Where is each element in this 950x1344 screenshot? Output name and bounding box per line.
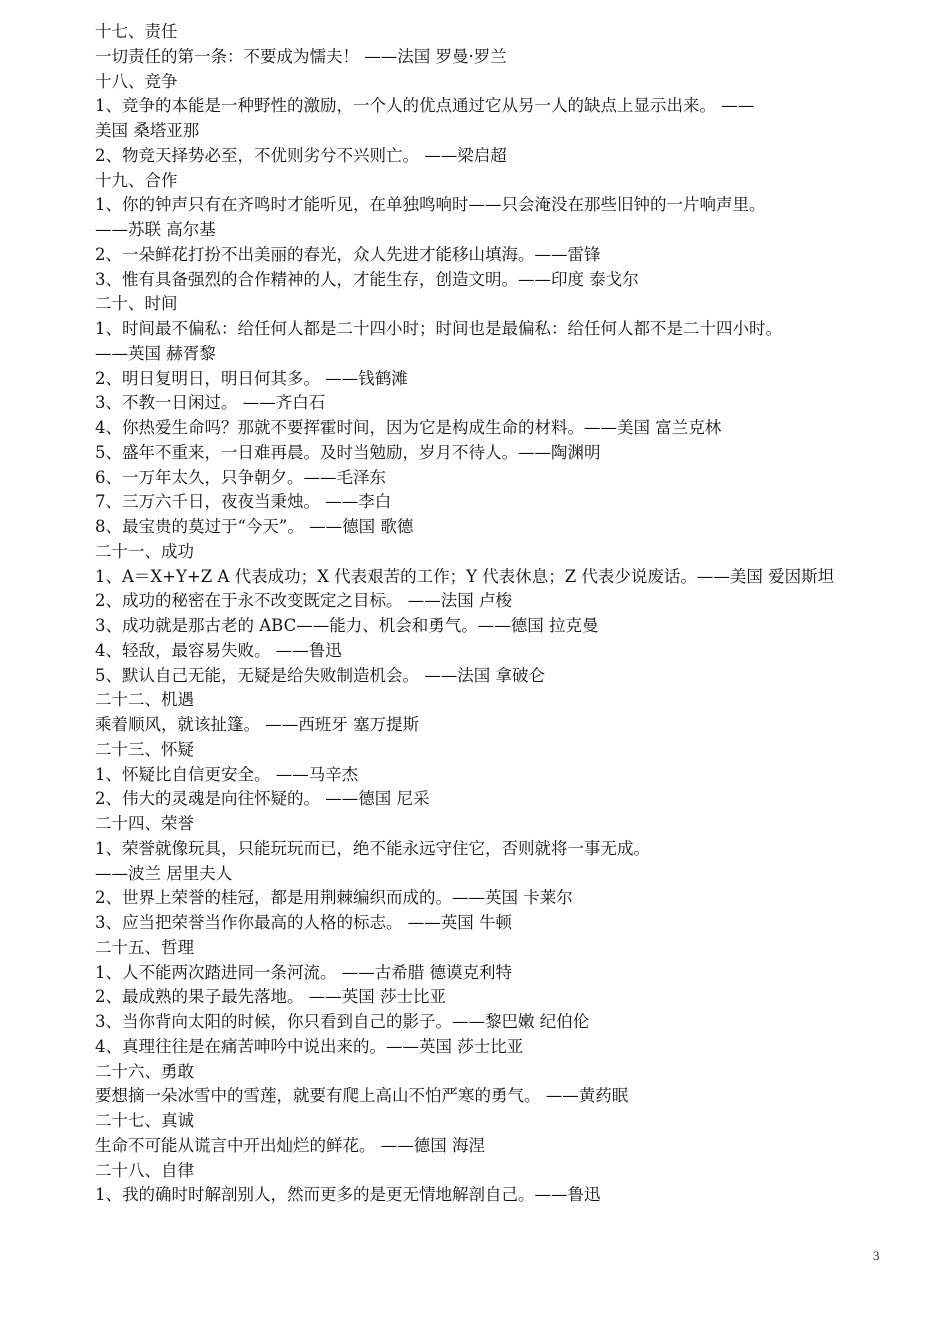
quote-line: 2、明日复明日，明日何其多。 ——钱鹤滩 [95,368,408,388]
quote-line: 3、应当把荣誉当作你最高的人格的标志。 ——英国 牛顿 [95,913,512,932]
section-heading-cooperation: 十九、合作 [95,170,178,190]
quote-line: 2、一朵鲜花打扮不出美丽的春光，众人先进才能移山填海。——雷锋 [95,244,601,264]
quote-line: 4、真理往往是在痛苦呻吟中说出来的。——英国 莎士比亚 [95,1036,524,1056]
section-heading-success: 二十一、成功 [95,541,194,561]
section-heading-opportunity: 二十二、机遇 [95,690,194,710]
quote-line: 生命不可能从谎言中开出灿烂的鲜花。 ——德国 海涅 [95,1135,485,1155]
quote-line: 3、不教一日闲过。 ——齐白石 [95,393,326,413]
section-heading-self-discipline: 二十八、自律 [95,1160,194,1180]
quote-line: 3、当你背向太阳的时候，你只看到自己的影子。——黎巴嫩 纪伯伦 [95,1012,590,1031]
quote-line: 1、怀疑比自信更安全。 ——马辛杰 [95,764,359,784]
quote-line: 1、你的钟声只有在齐鸣时才能听见，在单独鸣响时——只会淹没在那些旧钟的一片响声里。 [95,195,766,215]
quote-line: 1、竞争的本能是一种野性的激励，一个人的优点通过它从另一人的缺点上显示出来。 —— [95,96,755,116]
quote-line: 7、三万六千日，夜夜当秉烛。 ——李白 [95,492,392,512]
quote-line: 3、惟有具备强烈的合作精神的人，才能生存，创造文明。——印度 泰戈尔 [95,269,639,289]
quote-line: 要想摘一朵冰雪中的雪莲，就要有爬上高山不怕严寒的勇气。 ——黄药眠 [95,1086,629,1106]
quote-line: 1、人不能两次踏进同一条河流。 ——古希腊 德谟克利特 [95,962,512,982]
quote-line: ——苏联 高尔基 [95,220,216,239]
section-heading-honor: 二十四、荣誉 [95,814,194,833]
section-heading-philosophy: 二十五、哲理 [95,937,194,957]
page-number: 3 [873,1248,880,1263]
quote-line: 乘着顺风，就该扯篷。 ——西班牙 塞万提斯 [95,715,419,734]
quote-line: 1、时间最不偏私：给任何人都是二十四小时；时间也是最偏私：给任何人都不是二十四小时。 [95,319,782,338]
quote-line: 6、一万年太久，只争朝夕。——毛泽东 [95,467,386,487]
quote-line: 3、成功就是那古老的 ABC——能力、机会和勇气。——德国 拉克曼 [95,616,599,635]
section-heading-doubt: 二十三、怀疑 [95,739,194,759]
quote-line: 2、最成熟的果子最先落地。 ——英国 莎士比亚 [95,987,446,1007]
document-page [95,20,895,1208]
quote-line: 1、荣誉就像玩具，只能玩玩而已，绝不能永远守住它，否则就将一事无成。 [95,838,650,858]
section-heading-sincerity: 二十七、真诚 [95,1111,194,1130]
quote-line: 2、世界上荣誉的桂冠，都是用荆棘编织而成的。——英国 卡莱尔 [95,888,573,908]
quote-line: 美国 桑塔亚那 [95,121,200,140]
section-heading-time: 二十、时间 [95,294,178,314]
quote-line: ——英国 赫胥黎 [95,343,216,363]
quote-line: 1、我的确时时解剖别人，然而更多的是更无情地解剖自己。——鲁迅 [95,1185,601,1205]
quote-line: 1、A＝X+Y+Z A 代表成功；X 代表艰苦的工作；Y 代表休息；Z 代表少说废话。——美国 爱因斯坦 [95,566,835,586]
section-heading-responsibility: 十七、责任 [95,22,178,41]
quote-line: 5、盛年不重来，一日难再晨。及时当勉励，岁月不待人。——陶渊明 [95,442,601,462]
quote-line: 2、物竞天择势必至，不优则劣兮不兴则亡。 ——梁启超 [95,145,507,165]
quote-line: 2、伟大的灵魂是向往怀疑的。 ——德国 尼采 [95,789,430,809]
quote-line: 2、成功的秘密在于永不改变既定之目标。 ——法国 卢梭 [95,591,512,611]
quote-line: 4、你热爱生命吗？那就不要挥霍时间，因为它是构成生命的材料。——美国 富兰克林 [95,418,722,437]
section-heading-courage: 二十六、勇敢 [95,1061,194,1081]
quote-line: ——波兰 居里夫人 [95,863,233,883]
quote-line: 一切责任的第一条：不要成为懦夫！ ——法国 罗曼·罗兰 [95,46,507,66]
quote-line: 4、轻敌，最容易失败。 ——鲁迅 [95,640,342,660]
quote-line: 8、最宝贵的莫过于“今天”。 ——德国 歌德 [95,517,414,536]
section-heading-competition: 十八、竞争 [95,71,178,91]
quote-line: 5、默认自己无能，无疑是给失败制造机会。 ——法国 拿破仑 [95,665,545,685]
